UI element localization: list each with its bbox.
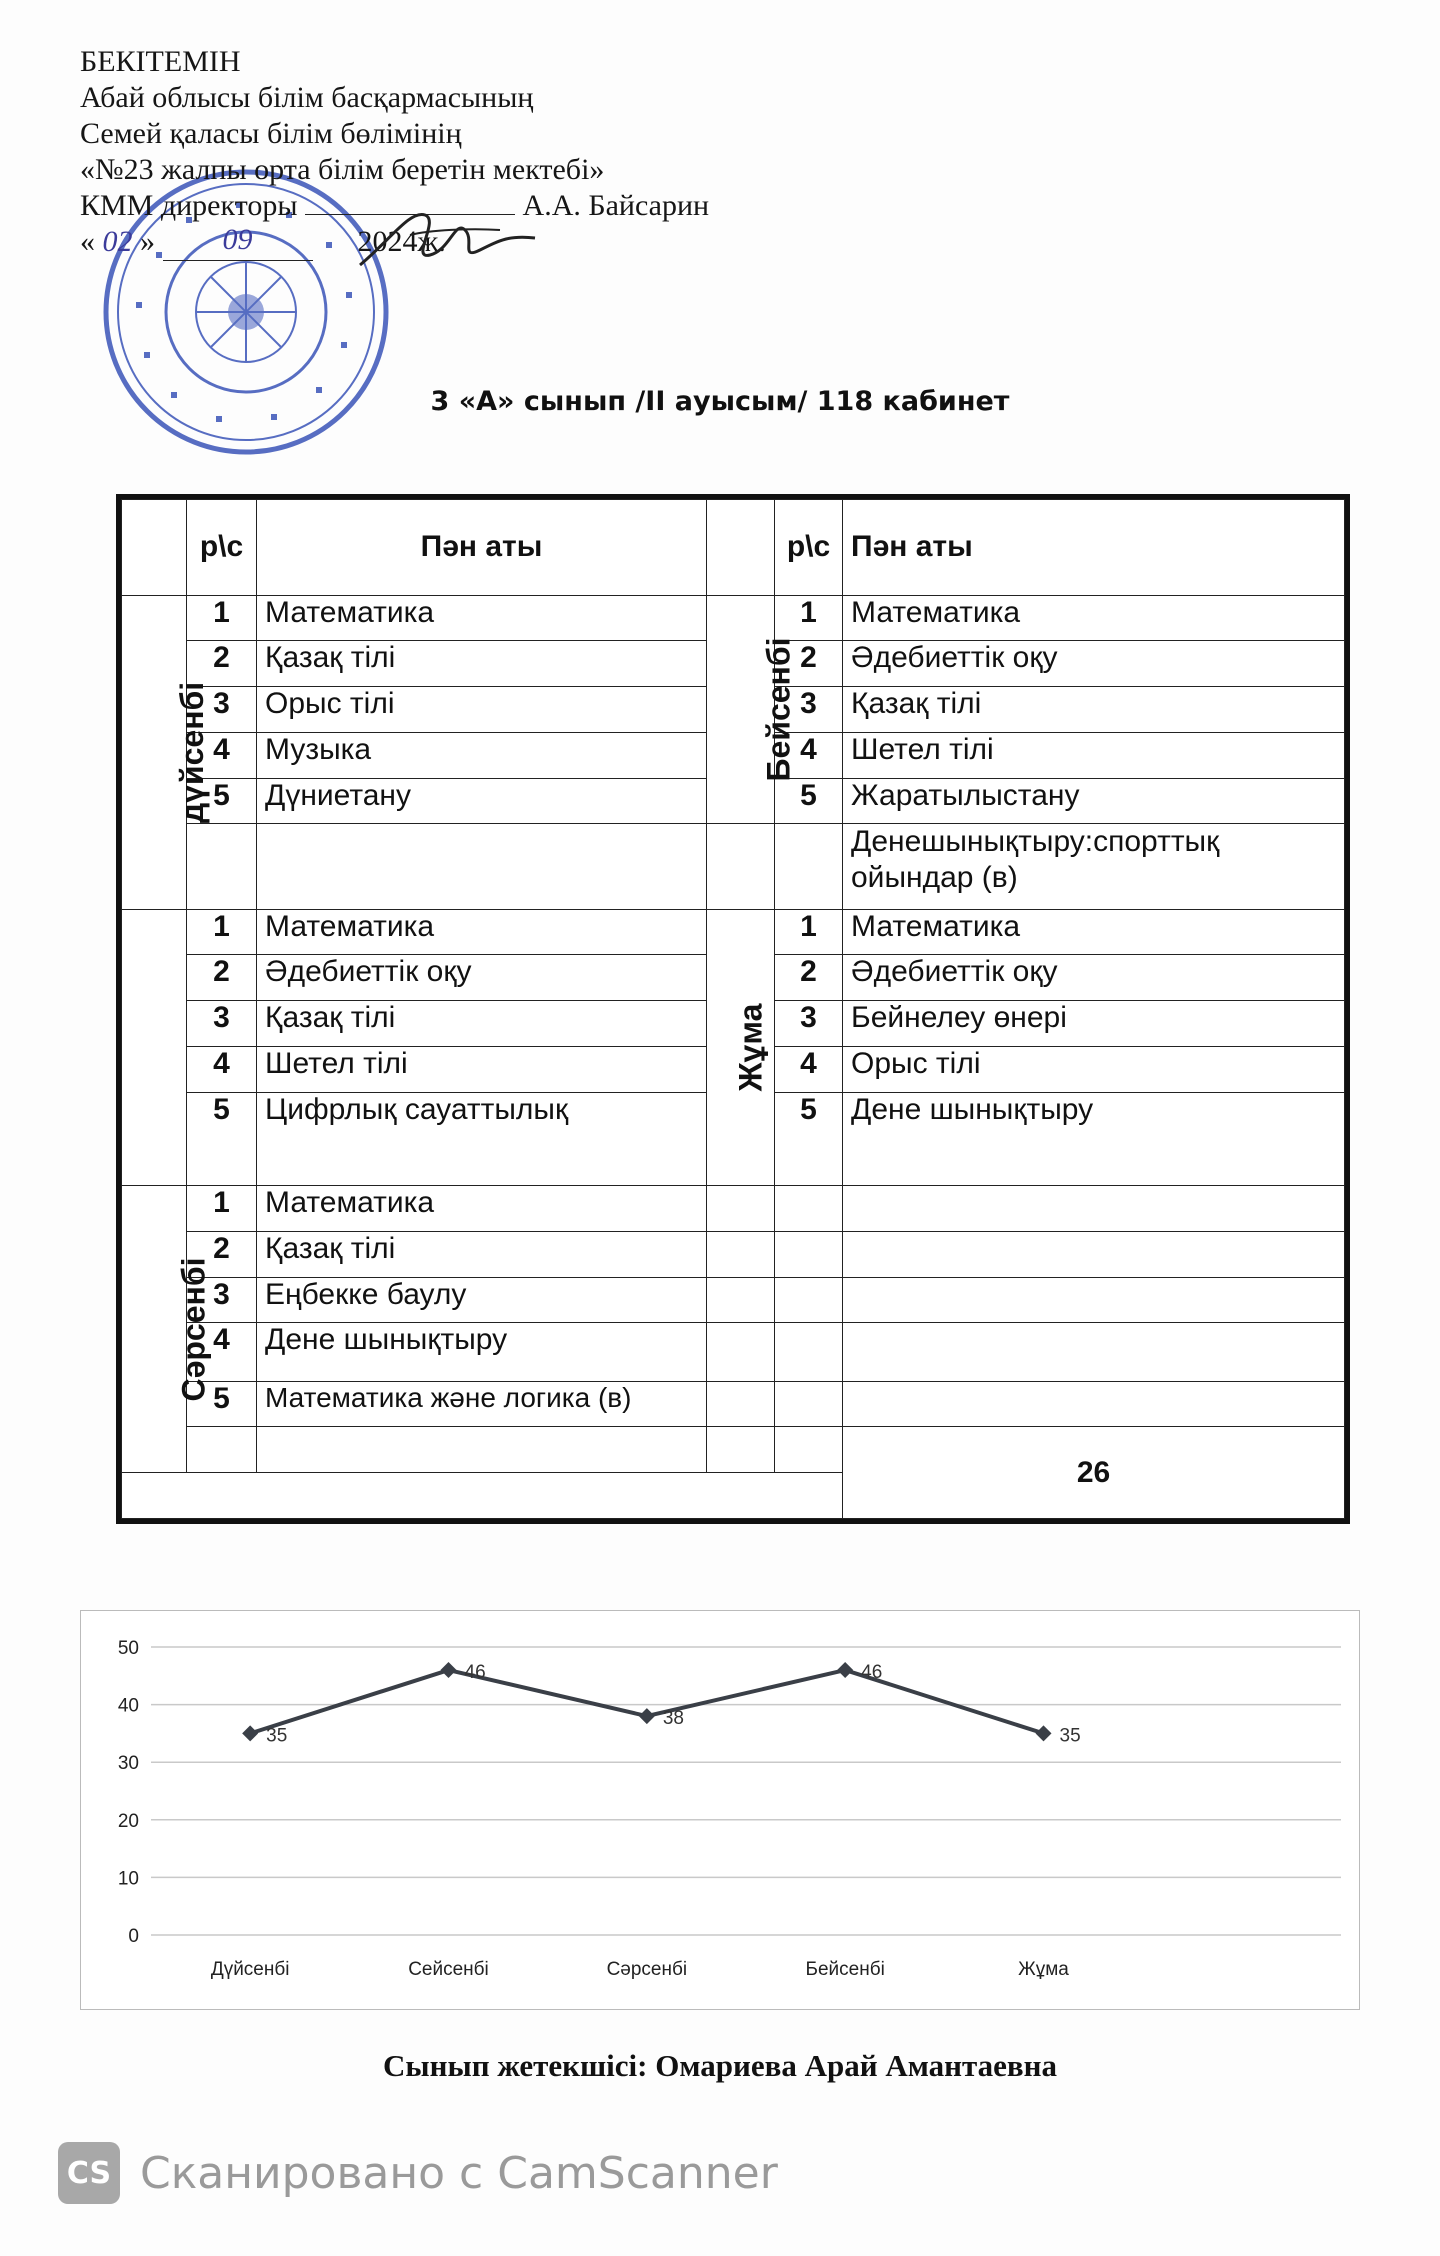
- director-name: А.А. Байсарин: [522, 189, 710, 222]
- data-label: 35: [1059, 1725, 1081, 1747]
- data-point-marker: [837, 1662, 853, 1678]
- table-row: 2 Қазақ тілі 2 Әдебиеттік оқу: [122, 641, 1345, 687]
- date-month: 09: [222, 223, 253, 256]
- x-tick-label: Жұма: [1018, 1959, 1069, 1980]
- table-row: 3 Орыс тілі 3 Қазақ тілі: [122, 687, 1345, 733]
- camscanner-watermark: [58, 2142, 778, 2204]
- watermark-text: Сканировано с CamScanner: [140, 2147, 778, 2199]
- day-monday: дүйсенбі: [122, 595, 187, 909]
- class-teacher: Сынып жетекшісі: Омариева Арай Амантаевна: [383, 2048, 1057, 2083]
- approval-title: БЕКІТЕМІН: [80, 45, 241, 78]
- table-row: 4 Музыка 4 Шетел тілі: [122, 732, 1345, 778]
- x-tick-label: Сейсенбі: [408, 1959, 489, 1980]
- header-num-right: р\с: [775, 500, 843, 596]
- schedule-table: [121, 499, 1345, 1519]
- day-blank-thursday-extra: [707, 824, 775, 909]
- header-num-left: р\с: [187, 500, 257, 596]
- table-row: 1 Математика Жұма 1 Математика: [122, 909, 1345, 955]
- date-year: 2024ж.: [357, 225, 446, 258]
- x-tick-label: Сәрсенбі: [606, 1959, 688, 1980]
- header-day-blank-right: [707, 500, 775, 596]
- line-chart-svg: [81, 1611, 1359, 2009]
- approval-line-city: Семей қаласы білім бөлімінің: [80, 117, 462, 150]
- header-subject-left: Пән аты: [257, 500, 707, 596]
- y-tick-label: 20: [117, 1810, 139, 1832]
- data-label: 35: [266, 1725, 288, 1747]
- approval-date-line: « 02 » 09 2024ж.: [80, 224, 709, 261]
- date-day: 02: [102, 225, 133, 258]
- y-tick-label: 30: [117, 1753, 139, 1775]
- day-tuesday: [122, 909, 187, 1186]
- table-row: 2 Әдебиеттік оқу 2 Әдебиеттік оқу: [122, 955, 1345, 1001]
- extra-pe-lesson: Денешынықтыру:спорттық ойындар (в): [843, 824, 1345, 909]
- table-row: 3 Еңбекке баулу: [122, 1277, 1345, 1323]
- y-tick-label: 0: [128, 1926, 139, 1947]
- approval-line-region: Абай облысы білім басқармасының: [80, 81, 534, 114]
- table-row: 5 Математика және логика (в): [122, 1381, 1345, 1427]
- total-lessons: 26: [843, 1427, 1345, 1519]
- table-row: 3 Қазақ тілі 3 Бейнелеу өнері: [122, 1001, 1345, 1047]
- day-thursday: Бейсенбі: [707, 595, 775, 824]
- data-label: 38: [662, 1708, 684, 1730]
- director-signature: [350, 200, 540, 280]
- x-tick-label: Бейсенбі: [805, 1959, 885, 1980]
- table-row: [122, 1427, 1345, 1473]
- header-day-blank-left: [122, 500, 187, 596]
- table-row: 2 Қазақ тілі: [122, 1231, 1345, 1277]
- y-tick-label: 50: [117, 1638, 139, 1659]
- camscanner-icon: CS: [58, 2142, 120, 2204]
- lessons-per-day-chart: [80, 1610, 1360, 2010]
- day-friday: Жұма: [707, 909, 775, 1186]
- data-point-marker: [441, 1662, 457, 1678]
- table-row: 5 Цифрлық сауаттылық 5 Дене шынықтыру: [122, 1092, 1345, 1186]
- data-point-marker: [1036, 1725, 1052, 1741]
- y-tick-label: 40: [117, 1695, 139, 1717]
- data-label: 46: [861, 1662, 883, 1684]
- table-row: 4 Шетел тілі 4 Орыс тілі: [122, 1046, 1345, 1092]
- day-wednesday: Сәрсенбі: [122, 1186, 187, 1473]
- data-label: 46: [464, 1662, 486, 1684]
- table-row: [122, 824, 1345, 909]
- data-point-marker: [639, 1708, 655, 1724]
- table-header-row: [122, 500, 1345, 596]
- class-subtitle: 3 «А» сынып /ІІ ауысым/ 118 кабинет: [430, 386, 1010, 417]
- y-tick-label: 10: [117, 1868, 139, 1890]
- table-row: Сәрсенбі 1 Математика: [122, 1186, 1345, 1232]
- director-position: КММ директоры: [80, 189, 298, 222]
- approval-line-school: «№23 жалпы орта білім беретін мектебі»: [80, 153, 605, 186]
- x-tick-label: Дүйсенбі: [210, 1959, 290, 1980]
- data-point-marker: [242, 1725, 258, 1741]
- table-row: дүйсенбі 1 Математика Бейсенбі 1 Математика: [122, 595, 1345, 641]
- table-row: 5 Дүниетану 5 Жаратылыстану: [122, 778, 1345, 824]
- header-subject-right: Пән аты: [843, 500, 1345, 596]
- table-row: 4 Дене шынықтыру: [122, 1323, 1345, 1381]
- schedule-table-frame: [116, 494, 1350, 1524]
